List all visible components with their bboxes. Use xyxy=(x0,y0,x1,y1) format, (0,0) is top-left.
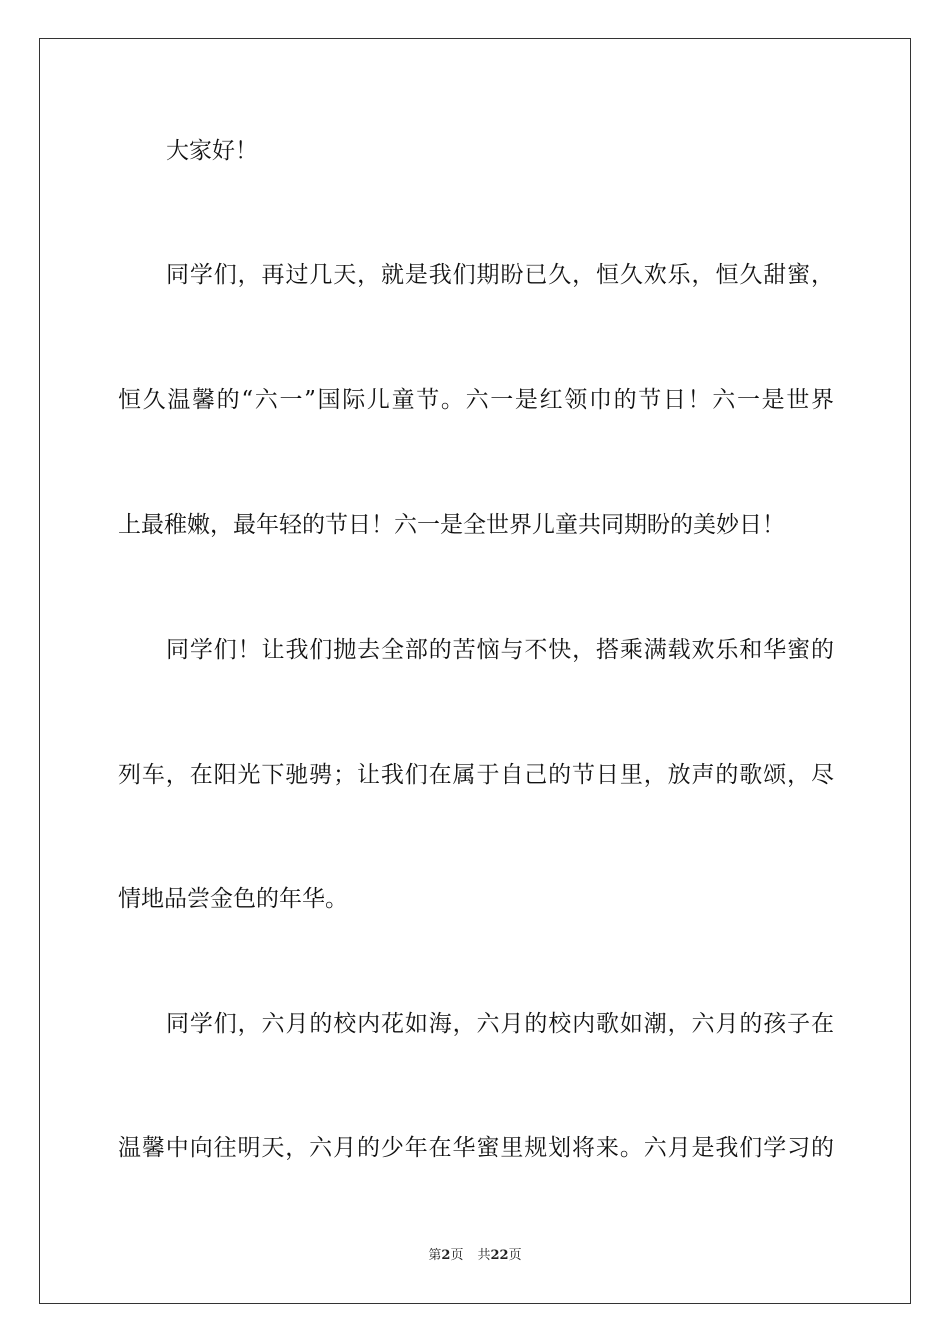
greeting-line: 大家好！ xyxy=(166,138,258,164)
paragraph-1-line-1: 同学们，再过几天，就是我们期盼已久，恒久欢乐，恒久甜蜜， xyxy=(166,262,834,288)
paragraph-1-line-2: 恒久温馨的“六一”国际儿童节。六一是红领巾的节日！六一是世界 xyxy=(118,387,834,413)
total-suffix: 页 xyxy=(508,1248,522,1263)
page-footer xyxy=(0,1247,950,1265)
page-suffix: 页 xyxy=(450,1248,464,1263)
page-prefix: 第 xyxy=(428,1248,442,1263)
page-frame xyxy=(39,38,911,1304)
paragraph-2-line-1: 同学们！让我们抛去全部的苦恼与不快，搭乘满载欢乐和华蜜的 xyxy=(166,637,834,663)
paragraph-2-line-2: 列车，在阳光下驰骋；让我们在属于自己的节日里，放声的歌颂，尽 xyxy=(118,762,834,788)
paragraph-3-line-1: 同学们，六月的校内花如海，六月的校内歌如潮，六月的孩子在 xyxy=(166,1011,834,1037)
paragraph-3-line-2: 温馨中向往明天，六月的少年在华蜜里规划将来。六月是我们学习的 xyxy=(118,1135,834,1161)
paragraph-1-line-3: 上最稚嫩，最年轻的节日！六一是全世界儿童共同期盼的美妙日！ xyxy=(118,512,785,538)
paragraph-2-line-3: 情地品尝金色的年华。 xyxy=(118,886,348,912)
page-number: 2 xyxy=(441,1248,451,1263)
total-prefix: 共 xyxy=(477,1248,491,1263)
total-pages: 22 xyxy=(490,1248,509,1263)
